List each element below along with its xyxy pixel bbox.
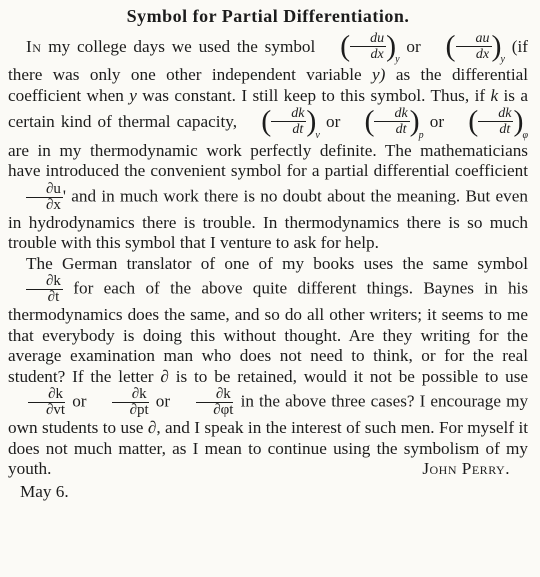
- text-span: is to be retained, would it not be possible to use: [175, 366, 529, 386]
- fraction-du-dx-y: ( $\frac{du}{dx}$ )$_y$: [340, 29, 400, 66]
- fraction-dk-dt-p: ( $\frac{dk}{dt}$ )$_p$: [364, 104, 424, 141]
- text-span: as the differential coefficient when: [8, 65, 528, 105]
- fraction-numerator: du: [350, 31, 386, 47]
- text-span: in the above three cases? I encourage my own students to use: [8, 391, 529, 438]
- text-span: (if there was only one other independent variable: [8, 37, 529, 85]
- fraction-subscript: v: [315, 129, 320, 141]
- paragraph-2: [8, 254, 528, 480]
- fraction-denominator: ∂φt: [213, 402, 234, 419]
- text-span: or: [429, 112, 445, 132]
- fraction-denominator: dx: [370, 47, 384, 62]
- text-span: was constant. I still keep to this symbol. Thus, if: [142, 85, 486, 105]
- text-span: or: [155, 391, 171, 411]
- author-signature: John Perry.: [422, 459, 510, 479]
- text-span: my college days we used the symbol: [48, 37, 316, 57]
- fraction-numerator: dk: [478, 106, 513, 122]
- text-span: and in much work there is no doubt about the meaning. But even in hydrodynamics there is trouble. In thermodynamics there is so much trouble with this symbol that I venture to ask for help.: [8, 186, 528, 253]
- fraction-numerator: ∂k: [28, 387, 65, 403]
- fraction-partial-u-x: [8, 182, 66, 213]
- fraction-dk-dt-v: ( $\frac{dk}{dt}$ )$_v$: [261, 104, 320, 141]
- variable-k: k: [490, 85, 499, 105]
- fraction-denominator: ∂x: [46, 196, 61, 213]
- fraction-denominator: dt: [395, 122, 407, 138]
- fraction-partial-k-vt: [8, 387, 67, 418]
- fraction-numerator: ∂u: [26, 182, 63, 198]
- text-span: or: [325, 112, 341, 132]
- fraction-denominator: dt: [292, 122, 304, 138]
- text-span: The German translator of one of my books uses the same symbol: [26, 253, 528, 273]
- fraction-numerator: au: [456, 31, 492, 47]
- partial-symbol: ∂: [160, 366, 169, 386]
- text-span: , and I speak in the interest of such men. For myself it does not much matter, as I mean to continue using the symbolism of my youth.: [8, 418, 529, 479]
- variable-y: y: [129, 85, 137, 105]
- fraction-suffix: ': [62, 186, 67, 206]
- dropcap-word: In: [26, 37, 42, 57]
- fraction-partial-k-phit: [175, 387, 235, 418]
- text-span: for each of the above quite different things. Baynes in his thermodynamics does the same, and so do all other writers; it seems to me that everybody is doing this without thought. Are they writing for the average examination man who does not need to think, or for the real student? If the letter: [8, 278, 529, 386]
- fraction-numerator: dk: [374, 106, 409, 122]
- partial-symbol: ∂: [147, 418, 157, 438]
- fraction-partial-k-pt: [92, 387, 151, 418]
- fraction-numerator: ∂k: [112, 387, 149, 403]
- fraction-dk-dt-phi: ( $\frac{dk}{dt}$ )$_\varphi$: [468, 104, 528, 141]
- fraction-subscript: y: [500, 54, 505, 66]
- text-span: are in my thermodynamic work perfectly definite. The mathematicians have introduced the convenient symbol for a partial differential coefficient: [8, 140, 528, 181]
- fraction-subscript: φ: [522, 129, 528, 141]
- fraction-denominator: dt: [499, 122, 511, 138]
- letter-date: May 6.: [20, 481, 69, 501]
- fraction-au-dx-y: ( $\frac{au}{dx}$ )$_y$: [445, 29, 505, 66]
- paragraph-1: [8, 31, 528, 254]
- fraction-numerator: dk: [271, 106, 306, 122]
- fraction-subscript: y: [395, 54, 400, 66]
- text-span: or: [406, 37, 421, 57]
- fraction-numerator: ∂k: [26, 274, 63, 290]
- fraction-denominator: dx: [475, 47, 490, 62]
- variable-y: y): [372, 65, 386, 85]
- fraction-subscript: p: [418, 129, 424, 141]
- fraction-denominator: ∂vt: [46, 402, 66, 419]
- fraction-denominator: ∂t: [47, 289, 60, 306]
- text-span: or: [72, 391, 87, 411]
- fraction-partial-k-t: [8, 274, 63, 305]
- article-title: Symbol for Partial Differentiation.: [126, 6, 410, 26]
- fraction-denominator: ∂pt: [129, 402, 149, 419]
- fraction-numerator: ∂k: [196, 387, 233, 403]
- text-span: is a certain kind of thermal capacity,: [8, 85, 529, 132]
